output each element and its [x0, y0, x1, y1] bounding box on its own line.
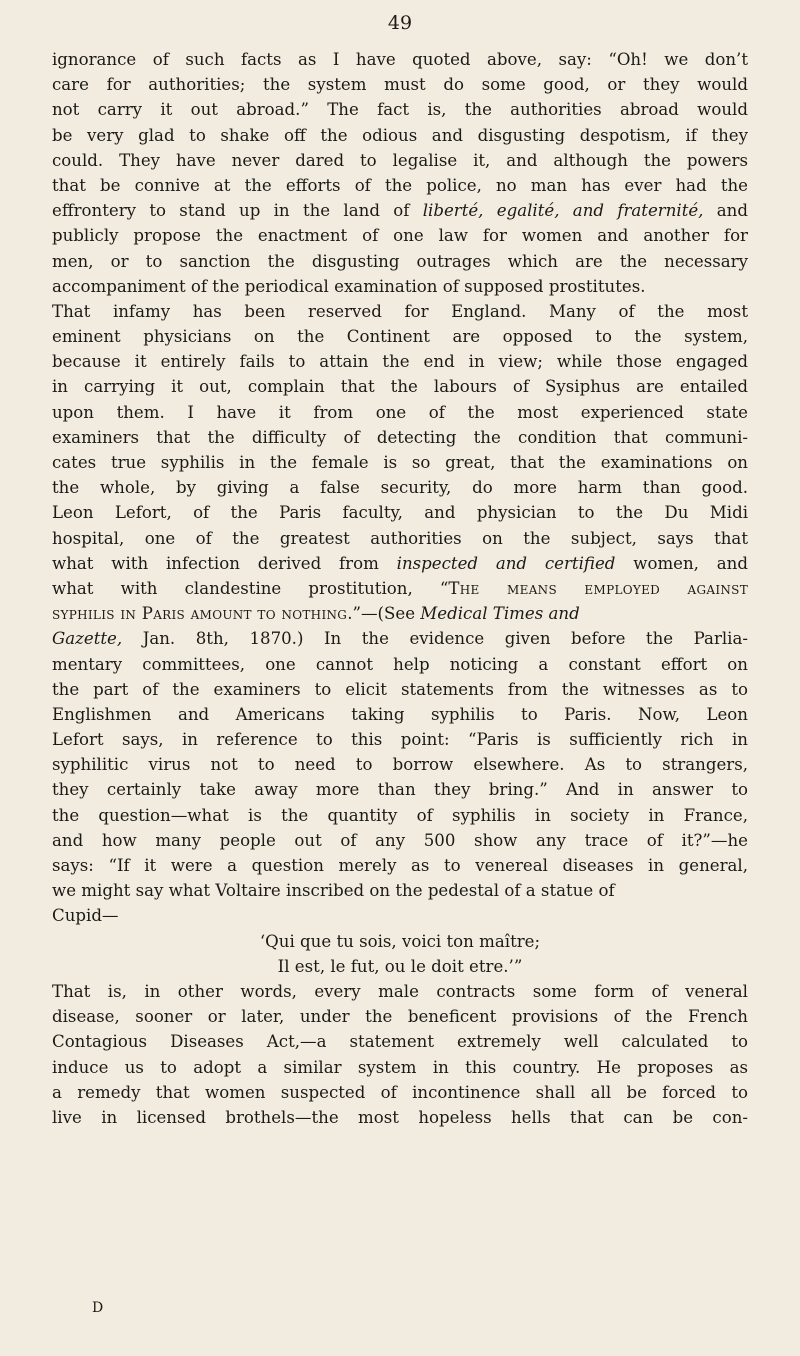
text-run: disease, sooner or later, under the beneficent provisions of the French	[52, 1007, 748, 1027]
text-line	[52, 803, 748, 828]
signature-mark: D	[92, 1300, 104, 1316]
text-line	[52, 878, 748, 903]
text-line	[52, 72, 748, 97]
text-run: cates true syphilis in the female is so great, that the examinations on	[52, 453, 748, 472]
text-line	[52, 903, 748, 928]
text-run: women, and	[615, 553, 748, 573]
text-run: hospital, one of the greatest authorities on the subject, says that	[52, 528, 748, 548]
text-run: That is, in other words, every male contracts some form of veneral	[52, 981, 748, 1001]
text-line	[52, 500, 748, 525]
small-caps-text: syphilis in Paris amount to nothing	[52, 604, 348, 624]
text-run: effrontery to stand up in the land of	[52, 201, 423, 221]
text-run: because it entirely fails to attain the end in view; while those engaged	[52, 352, 748, 372]
text-line	[52, 576, 748, 601]
text-line	[52, 526, 748, 551]
text-line	[52, 97, 748, 122]
text-line	[52, 828, 748, 853]
text-run: Lefort says, in reference to this point: “Paris is sufficiently rich in	[52, 730, 748, 750]
text-line	[52, 1029, 748, 1054]
text-line	[52, 47, 748, 72]
text-line	[52, 148, 748, 173]
text-line	[52, 475, 748, 500]
text-line	[52, 249, 748, 274]
text-run: what with infection derived from	[52, 553, 397, 573]
italic-text: liberté, egalité, and fraternité,	[422, 201, 704, 221]
text-line	[52, 551, 748, 576]
text-line	[52, 929, 748, 954]
text-run: could. They have never dared to legalise it, and although the powers	[52, 150, 748, 170]
text-run: be very glad to shake off the odious and disgusting despotism, if they	[52, 125, 748, 145]
text-run: and how many people out of any 500 show any trace of it?”—he	[52, 830, 748, 850]
text-run: upon them. I have it from one of the most experienced state	[52, 402, 748, 422]
text-line	[52, 1055, 748, 1080]
text-run: live in licensed brothels—the most hopeless hells that can be con-	[52, 1107, 748, 1127]
text-line	[52, 400, 748, 425]
text-run: induce us to adopt a similar system in this country. He proposes as	[52, 1057, 748, 1077]
body-text	[52, 47, 748, 1130]
text-run: mentary committees, one cannot help noticing a constant effort on	[52, 654, 748, 674]
text-run: eminent physicians on the Continent are opposed to the system,	[52, 327, 748, 347]
text-line	[52, 349, 748, 374]
text-run: care for authorities; the system must do some good, or they would	[52, 75, 748, 95]
text-run: in carrying it out, complain that the labours of Sysiphus are entailed	[52, 377, 748, 397]
text-line	[52, 374, 748, 399]
text-line	[52, 677, 748, 702]
text-line	[52, 1080, 748, 1105]
text-run: Cupid—	[52, 906, 119, 926]
text-run: ignorance of such facts as I have quoted above, say: “Oh! we don’t	[52, 50, 748, 69]
text-run: Leon Lefort, of the Paris faculty, and physician to the Du Midi	[52, 503, 748, 523]
text-run: we might say what Voltaire inscribed on the pedestal of a statue of	[52, 881, 615, 901]
text-run: Jan. 8th, 1870.) In the evidence given before the Parlia-	[122, 629, 748, 649]
text-line	[52, 299, 748, 324]
text-line	[52, 425, 748, 450]
text-line	[52, 979, 748, 1004]
text-line	[52, 626, 748, 651]
text-run: the whole, by giving a false security, do more harm than good.	[52, 478, 748, 498]
text-run: not carry it out abroad.” The fact is, the authorities abroad would	[52, 100, 748, 120]
text-line	[52, 173, 748, 198]
text-line	[52, 1004, 748, 1029]
italic-text: inspected and certified	[396, 553, 616, 573]
text-run: That infamy has been reserved for England. Many of the most	[52, 301, 748, 321]
text-line	[52, 450, 748, 475]
text-run: and	[703, 201, 748, 221]
text-line	[52, 702, 748, 727]
text-run: men, or to sanction the disgusting outrages which are the necessary	[52, 251, 748, 271]
text-line	[52, 324, 748, 349]
italic-text: Medical Times and	[420, 604, 580, 624]
text-run: Contagious Diseases Act,—a statement extremely well calculated to	[52, 1032, 748, 1052]
text-run: .”—(See	[347, 604, 421, 624]
text-run: what with clandestine prostitution, “	[52, 578, 449, 598]
text-run: publicly propose the enactment of one law for women and another for	[52, 226, 748, 246]
text-run: the part of the examiners to elicit statements from the witnesses as to	[52, 679, 748, 699]
text-run: examiners that the difficulty of detecting the condition that communi-	[52, 427, 748, 447]
text-line	[52, 223, 748, 248]
text-run: ‘Qui que tu sois, voici ton maître;	[259, 931, 541, 951]
text-run: that be connive at the efforts of the police, no man has ever had the	[52, 175, 748, 195]
text-run: says: “If it were a question merely as to venereal diseases in general,	[52, 856, 748, 875]
text-run: a remedy that women suspected of incontinence shall all be forced to	[52, 1082, 748, 1102]
text-line	[52, 727, 748, 752]
text-line	[52, 601, 748, 626]
italic-text: Gazette,	[52, 629, 123, 649]
small-caps-text: The means employed against	[448, 578, 748, 598]
text-line	[52, 123, 748, 148]
text-run: Englishmen and Americans taking syphilis to Paris. Now, Leon	[52, 704, 748, 724]
text-run: they certainly take away more than they bring.” And in answer to	[52, 780, 748, 800]
text-line	[52, 1105, 748, 1130]
text-line	[52, 853, 748, 878]
text-line	[52, 652, 748, 677]
text-line	[52, 198, 748, 223]
text-line	[52, 752, 748, 777]
text-run: syphilitic virus not to need to borrow elsewhere. As to strangers,	[52, 755, 748, 775]
text-run: accompaniment of the periodical examination of supposed prostitutes.	[52, 276, 646, 296]
text-line	[52, 777, 748, 802]
text-run: the question—what is the quantity of syphilis in society in France,	[52, 805, 748, 825]
page-number: 49	[387, 12, 413, 34]
text-line	[52, 274, 748, 299]
text-run: Il est, le fut, ou le doit etre.’”	[277, 956, 523, 976]
text-line	[52, 954, 748, 979]
